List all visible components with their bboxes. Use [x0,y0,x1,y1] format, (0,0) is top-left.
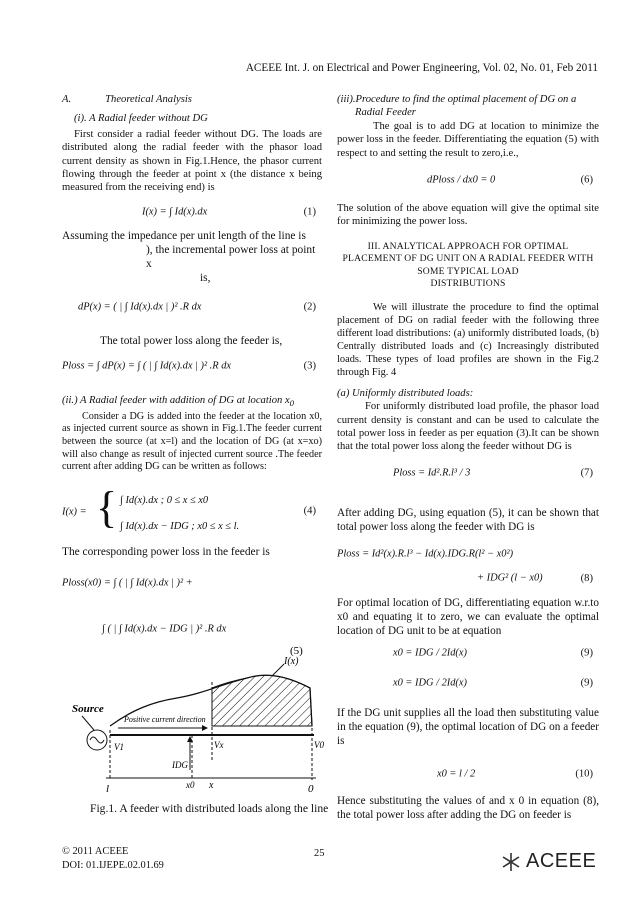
equation-8-line-1: Ploss = Id²(x).R.l³ − Id(x).IDG.R(l² − x0²) [337,548,514,560]
paragraph-6: The goal is to add DG at location to minimize the power loss in the feeder. Differentiating the equation (5) with respect to and setting the result to zero,i.e., [337,120,599,159]
ix-label: I(x) [284,656,299,667]
aceee-logo [500,850,596,873]
x-label: x [209,780,214,791]
equation-6-body: dPloss / dx0 = 0 [427,174,496,186]
subsection-3-title-line-2: Radial Feeder [355,107,416,119]
x0-label: x0 [186,780,195,790]
equation-9a [337,638,599,668]
equation-4-lhs: I(x) = [62,506,87,518]
equation-10 [337,754,599,794]
paragraph-2-line-1: Assuming the impedance per unit length of the line is [62,229,306,242]
subsection-2-subscript: 0 [289,398,295,409]
section-3-heading [337,241,599,291]
equation-3-body: Ploss = ∫ dP(x) = ∫ ( | ∫ Id(x).dx | )² .R dx [62,360,232,372]
source-label: Source [72,703,104,715]
v1-label: V1 [114,742,124,752]
paragraph-11: For optimal location of DG, differentiating equation w.r.to x0 and equating it to zero, we can evaluate the optimal location of DG unit to be at equation [337,596,599,637]
paragraph-5: The corresponding power loss in the feeder is [62,545,270,558]
paragraph-8: We will illustrate the procedure to find the optimal placement of DG on radial feeder with the following three different load distributions: (a) uniformly distributed loads, (b) Centrally distributed loads and (c) Increasingly distributed loads. These types of load profiles are shown in the Fig.2 through Fig. 4 [337,301,599,378]
subsection-a-title: (a) Uniformly distributed loads: [337,387,474,399]
equation-4-number: (4) [303,505,316,517]
equation-4-case-2: ∫ Id(x).dx − IDG ; x0 ≤ x ≤ l. [120,520,240,532]
source-leader-line [82,716,94,730]
paragraph-2 [62,229,322,285]
section-title: Theoretical Analysis [105,94,192,105]
equation-4-case-1: ∫ Id(x).dx ; 0 ≤ x ≤ x0 [120,494,209,506]
v0-label: V0 [314,740,324,750]
paragraph-9: For uniformly distributed load profile, the phasor load current density is constant and can be used to calculate the total power loss in feeder as per equation (3).It can be shown that the total power loss along the feeder without DG is [337,401,599,453]
equation-7-number: (7) [580,467,593,479]
equation-2 [62,285,322,329]
equation-6 [337,160,599,200]
arrow-label: Positive current direction [124,715,206,724]
zero-label: 0 [308,783,314,795]
subsection-1-title: (i). A Radial feeder without DG [74,113,208,125]
subsection-2-text: (ii.) A Radial feeder with addition of DG at location x [62,395,290,407]
doi: DOI: 01.IJEPE.02.01.69 [62,860,164,871]
section-3-heading-line-2: DISTRIBUTIONS [430,278,506,290]
equation-8-line-2: + IDG² (l − x0) [477,572,543,584]
equation-3 [62,348,322,384]
figure-1-caption: Fig.1. A feeder with distributed loads along the line [90,802,329,815]
equation-1 [62,195,322,229]
sine-icon [90,737,104,743]
paragraph-3: The total power loss along the feeder is, [100,334,283,347]
paragraph-12: If the DG unit supplies all the load then substituting value in the equation (9), the optimal location of DG on a feeder is [337,706,599,747]
page-number: 25 [314,848,325,859]
equation-7 [337,454,599,492]
brace-symbol: { [96,482,118,532]
current-arrowhead [202,725,208,731]
paragraph-10: After adding DG, using equation (5), it can be shown that total power loss along the feeder with DG is [337,506,599,533]
paragraph-2-line-3: is, [200,271,211,284]
idg-label: IDG [172,760,188,770]
equation-1-number: (1) [303,206,316,218]
equation-1-body: I(x) = ∫ Id(x).dx [142,206,208,218]
equation-9b [337,668,599,698]
equation-4 [62,480,322,542]
vx-label: Vx [214,740,224,750]
equation-2-body: dP(x) = ( | ∫ Id(x).dx | )² .R dx [78,301,202,313]
equation-2-number: (2) [303,301,316,313]
paragraph-13: Hence substituting the values of and x 0 in equation (8), the total power loss after adding the DG on feeder is [337,794,599,821]
right-column [337,93,599,822]
aceee-logo-icon [500,851,522,873]
copyright: © 2011 ACEEE [62,846,129,857]
section-heading-a [62,93,322,106]
left-column [62,93,322,653]
equation-8-number: (8) [580,572,593,584]
equation-9b-body: x0 = IDG / 2Id(x) [393,677,467,689]
running-header: ACEEE Int. J. on Electrical and Power Engineering, Vol. 02, No. 01, Feb 2011 [245,62,598,74]
equation-10-body: x0 = l / 2 [437,768,476,780]
equation-9-number: (9) [580,647,593,659]
subsection-3-title-line-1: (iii).Procedure to find the optimal placement of DG on a [337,94,577,105]
equation-8 [337,540,599,596]
equation-9b-number: (9) [580,677,593,689]
equation-7-body: Ploss = Id².R.l³ / 3 [393,467,471,479]
equation-5-line-1: Ploss(x0) = ∫ ( | ∫ Id(x).dx | )² + [62,577,193,589]
paragraph-1: First consider a radial feeder without DG. The loads are distributed along the radial feeder with the phasor load current density as shown in Fig.1.Hence, the phasor current flowing through the feeder at point x (the distance x being measured from the receiving end) is [62,128,322,194]
equation-10-number: (10) [575,768,593,780]
paragraph-4: Consider a DG is added into the feeder at the location x0, as injected current source as shown in Fig.1.The feeder current between the source (at x=l) and the location of DG (at x=xo) will also change as result of injected current source .The feeder current after adding DG can be written as follows: [62,410,322,473]
hatched-region [212,675,312,726]
equation-9a-body: x0 = IDG / 2Id(x) [393,647,467,659]
equation-5-line-2: ∫ ( | ∫ Id(x).dx − IDG | )² .R dx [102,623,227,635]
section-3-heading-line-1: III. ANALYTICAL APPROACH FOR OPTIMAL PLACEMENT OF DG UNIT ON A RADIAL FEEDER WITH SOME TYPICAL LOAD [342,240,594,277]
ix-leader-line [272,664,284,676]
section-number: A. [62,94,72,105]
l-label: l [106,783,110,795]
equation-6-number: (6) [580,174,593,186]
equation-5-number: (5) [290,645,303,657]
figure-1 [62,640,332,800]
subsection-2-title [62,394,322,411]
paragraph-2-line-2: ), the incremental power loss at point x [146,243,316,270]
aceee-logo-text: ACEEE [526,850,597,872]
equation-3-number: (3) [303,360,316,372]
paragraph-7: The solution of the above equation will give the optimal site for minimizing the power loss. [337,203,599,228]
